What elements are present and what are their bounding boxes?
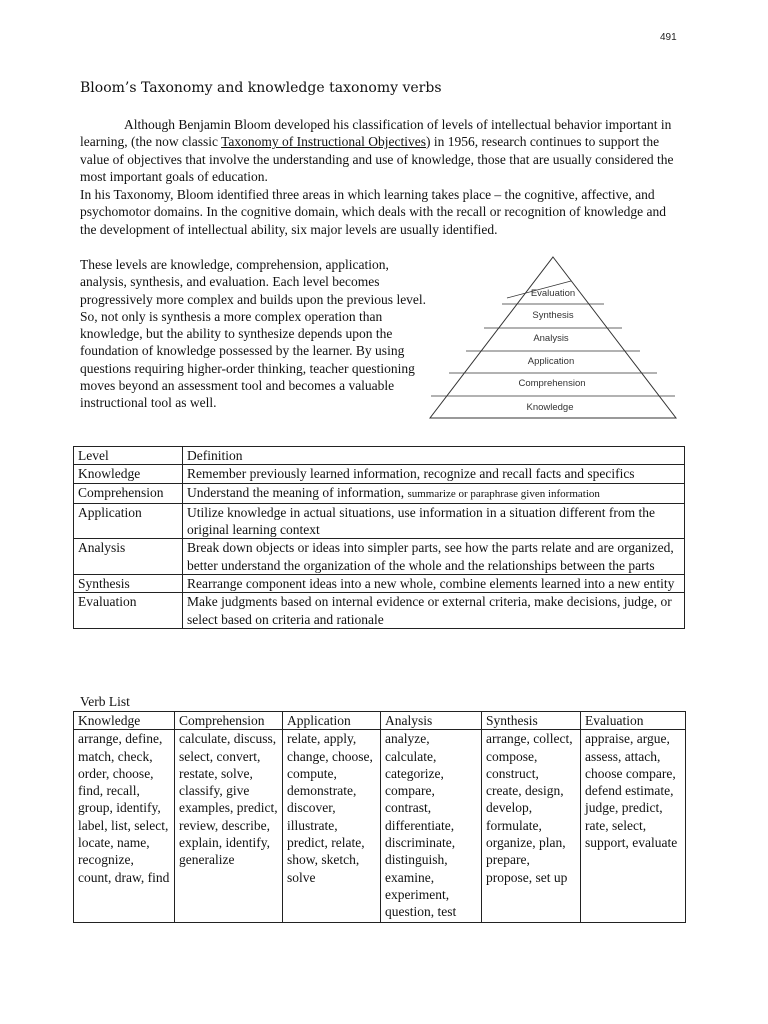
definition-cell: Utilize knowledge in actual situations, use information in a situation different from the original learning context bbox=[183, 503, 685, 539]
definition-cell: Rearrange component ideas into a new whole, combine elements learned into a new entity bbox=[183, 575, 685, 593]
definition-cell bbox=[183, 483, 685, 503]
definitions-table bbox=[73, 446, 685, 629]
pyramid-level-application: Application bbox=[527, 356, 575, 367]
pyramid-level-knowledge: Knowledge bbox=[526, 402, 574, 413]
page-number: 491 bbox=[660, 32, 677, 43]
verb-header-synthesis: Synthesis bbox=[482, 712, 581, 730]
level-cell: Comprehension bbox=[74, 483, 183, 503]
verb-list-table bbox=[73, 711, 686, 923]
verb-header-row bbox=[74, 712, 686, 730]
level-header: Level bbox=[74, 447, 183, 465]
verb-header-comprehension: Comprehension bbox=[175, 712, 283, 730]
level-cell: Synthesis bbox=[74, 575, 183, 593]
definition-text: Understand the meaning of information, bbox=[187, 484, 408, 500]
definition-cell: Remember previously learned information, recognize and recall facts and specifics bbox=[183, 465, 685, 483]
definition-header: Definition bbox=[183, 447, 685, 465]
pyramid-level-synthesis: Synthesis bbox=[532, 310, 574, 321]
verb-header-application: Application bbox=[283, 712, 381, 730]
level-cell: Evaluation bbox=[74, 593, 183, 629]
table-row bbox=[74, 483, 685, 503]
verb-header-knowledge: Knowledge bbox=[74, 712, 175, 730]
verb-row bbox=[74, 730, 686, 922]
definition-small-text: summarize or paraphrase given information bbox=[407, 487, 600, 500]
taxonomy-pyramid-diagram bbox=[428, 255, 678, 421]
level-cell: Knowledge bbox=[74, 465, 183, 483]
table-row bbox=[74, 503, 685, 539]
level-cell: Analysis bbox=[74, 539, 183, 575]
verbs-evaluation: appraise, argue, assess, attach, choose compare, defend estimate, judge, predict, rate, select, support, evaluate bbox=[581, 730, 686, 922]
table-row bbox=[74, 575, 685, 593]
pyramid-level-analysis: Analysis bbox=[533, 333, 569, 344]
levels-paragraph: These levels are knowledge, comprehension, application, analysis, synthesis, and evaluation. Each level becomes progressively more complex and builds upon the previous level. So, not only is synthesis a more complex operation than knowledge, but the ability to synthesize depends upon the foundation of knowledge possessed by the learner. By using questions requiring higher-order thinking, teacher questioning moves beyond an assessment tool and becomes a valuable instructional tool as well. bbox=[80, 257, 427, 411]
definition-cell: Make judgments based on internal evidence or external criteria, make decisions, judge, or select based on criteria and rationale bbox=[183, 593, 685, 629]
table-row bbox=[74, 465, 685, 483]
intro-text-after: ) in 1956, research continues to support the value of objectives that involve the understanding and use of knowledge, those that are usually considered the most important goals of education. bbox=[80, 134, 674, 184]
pyramid-level-evaluation: Evaluation bbox=[530, 288, 576, 299]
definition-cell: Break down objects or ideas into simpler parts, see how the parts relate and are organized, better understand the organization of the whole and the relationships between the parts bbox=[183, 539, 685, 575]
verbs-application: relate, apply, change, choose, compute, demonstrate, discover, illustrate, predict, relate, show, sketch, solve bbox=[283, 730, 381, 922]
verb-header-evaluation: Evaluation bbox=[581, 712, 686, 730]
verb-header-analysis: Analysis bbox=[381, 712, 482, 730]
table-row bbox=[74, 593, 685, 629]
verb-list-caption: Verb List bbox=[80, 694, 130, 709]
page-title: Bloom’s Taxonomy and knowledge taxonomy verbs bbox=[80, 80, 442, 96]
pyramid-level-comprehension: Comprehension bbox=[518, 378, 586, 389]
table-header-row bbox=[74, 447, 685, 465]
taxonomy-book-link[interactable]: Taxonomy of Instructional Objectives bbox=[221, 134, 426, 150]
domains-paragraph: In his Taxonomy, Bloom identified three areas in which learning takes place – the cognitive, affective, and psychomotor domains. In the cognitive domain, which deals with the recall or recognition of knowledge and the development of intellectual ability, six major levels are usually identified. bbox=[80, 187, 666, 237]
level-cell: Application bbox=[74, 503, 183, 539]
verbs-knowledge: arrange, define, match, check, order, choose, find, recall, group, identify, label, list, select, locate, name, recognize, count, draw, find bbox=[74, 730, 175, 922]
intro-text-before: Although Benjamin Bloom developed his classification of levels of intellectual behavior important in learning, (the now classic bbox=[80, 117, 672, 150]
verbs-comprehension: calculate, discuss, select, convert, restate, solve, classify, give examples, predict, review, describe, explain, identify, generalize bbox=[175, 730, 283, 922]
verbs-analysis: analyze, calculate, categorize, compare, contrast, differentiate, discriminate, distinguish, examine, experiment, question, test bbox=[381, 730, 482, 922]
intro-paragraph bbox=[80, 116, 680, 185]
verbs-synthesis: arrange, collect, compose, construct, create, design, develop, formulate, organize, plan, prepare, propose, set up bbox=[482, 730, 581, 922]
table-row bbox=[74, 539, 685, 575]
